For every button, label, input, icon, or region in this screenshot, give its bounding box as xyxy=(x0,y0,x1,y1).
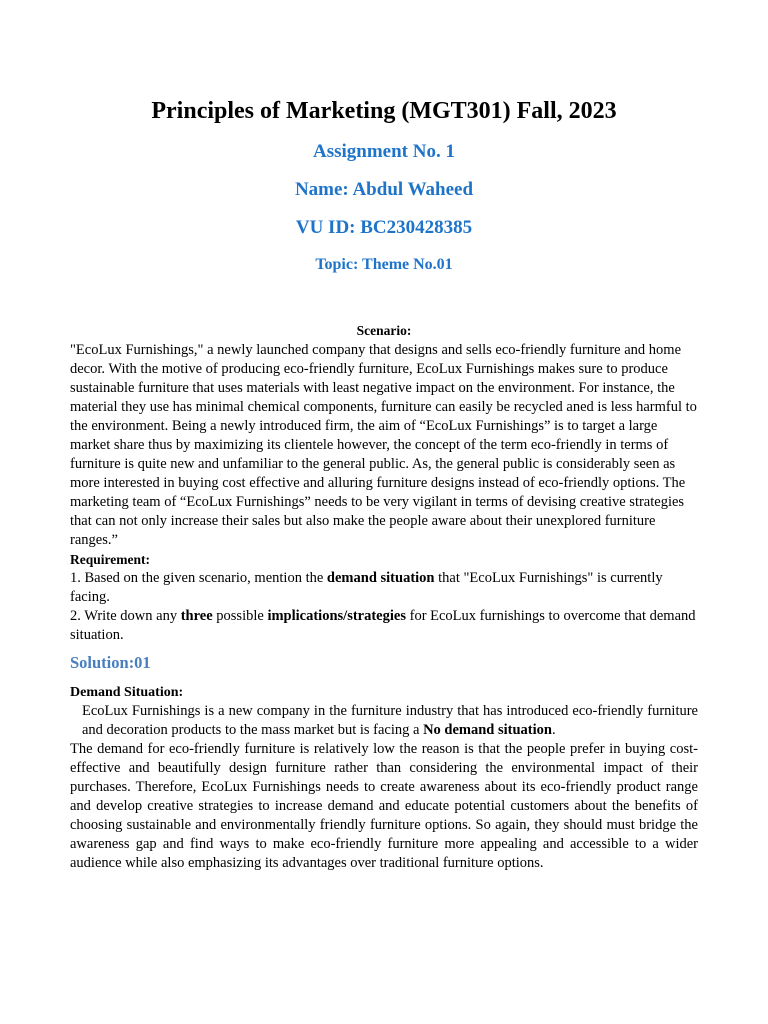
demand-situation-label: Demand Situation: xyxy=(70,685,184,700)
requirement-item-2-prefix: 2. Write down any xyxy=(70,608,181,624)
requirement-item-1-prefix: 1. Based on the given scenario, mention the xyxy=(70,570,327,586)
demand-paragraph-2: The demand for eco-friendly furniture is relatively low the reason is that the people prefer in buying cost-effective and beautifully design furniture rather than considering the environmental impact of their purchases. Therefore, EcoLux Furnishings needs to create awareness about its eco-friendly product range and develop creative strategies to increase demand and educate potential customers about the benefits of choosing sustainable and environmentally friendly furniture options. So again, they should must bridge the awareness gap and find ways to make eco-friendly furniture more appealing and accessible to a wider audience while also emphasizing its advantages over traditional furniture options. xyxy=(70,741,698,871)
scenario-text: "EcoLux Furnishings," a newly launched company that designs and sells eco-friendly furniture and home decor. With the motive of producing eco-friendly furniture, EcoLux Furnishings makes sure to produce sustainable furniture that uses materials with least negative impact on the environment. For instance, the material they use has minimal chemical components, furniture can easily be recycled aned is less harmful to the environment. Being a newly introduced firm, the aim of “EcoLux Furnishings” is to target a large market share thus by maximizing its clientele however, the concept of the term eco-friendly in terms of furniture is quite new and unfamiliar to the general public. As, the general public is considerably seen as more interested in buying cost effective and alluring furniture designs instead of eco-friendly options. The marketing team of “EcoLux Furnishings” needs to be very vigilant in terms of devising creative strategies that can not only increase their sales but also make the people aware about their unexplored furniture ranges.” xyxy=(70,342,697,548)
page-title: Principles of Marketing (MGT301) Fall, 2023 xyxy=(151,98,617,124)
requirement-item-2-middle: possible xyxy=(212,608,268,624)
vu-id: VU ID: BC230428385 xyxy=(295,217,473,238)
requirement-label: Requirement: xyxy=(70,552,150,567)
solution-heading: Solution:01 xyxy=(70,653,151,672)
requirement-item-1 xyxy=(70,569,698,607)
topic-heading: Topic: Theme No.01 xyxy=(315,256,453,273)
requirement-item-2-suffix: for EcoLux furnishings to overcome that demand situation. xyxy=(70,608,696,643)
demand-situation-text xyxy=(70,702,698,873)
requirement-item-2 xyxy=(70,607,698,645)
scenario-label: Scenario: xyxy=(356,323,412,338)
requirement-item-1-suffix: that "EcoLux Furnishings" is currently facing. xyxy=(70,570,663,605)
demand-paragraph-1-end: . xyxy=(551,722,556,738)
no-demand-situation: No demand situation xyxy=(423,722,552,738)
requirement-item-2-bold-three: three xyxy=(180,608,213,624)
requirement-item-1-bold: demand situation xyxy=(326,570,435,586)
demand-paragraph-1-text: EcoLux Furnishings is a new company in the furniture industry that has introduced eco-friendly furniture and decoration products to the mass market but is facing a xyxy=(82,703,698,738)
assignment-heading: Assignment No. 1 xyxy=(313,141,455,162)
requirement-list xyxy=(70,569,698,645)
requirement-item-2-bold-strategies: implications/strategies xyxy=(267,608,406,624)
student-name: Name: Abdul Waheed xyxy=(294,179,474,200)
demand-paragraph-1 xyxy=(70,702,698,740)
